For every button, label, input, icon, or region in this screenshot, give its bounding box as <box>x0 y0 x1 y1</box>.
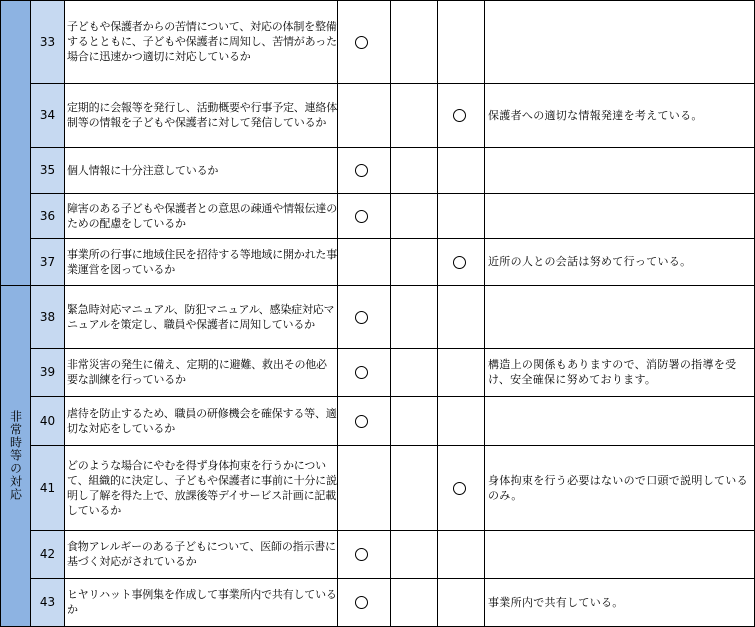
row-divider <box>30 238 755 239</box>
column-divider <box>64 0 65 627</box>
column-divider <box>437 0 438 627</box>
question-text: 個人情報に十分注意しているか <box>67 163 219 177</box>
row-number: 38 <box>39 309 56 324</box>
circle-mark-icon <box>355 548 368 561</box>
row-number: 42 <box>39 547 56 561</box>
circle-mark-icon <box>453 482 466 495</box>
row-number: 37 <box>39 254 56 269</box>
column-divider <box>0 0 1 627</box>
row-number: 34 <box>39 108 56 122</box>
question-text: 事業所の行事に地域住民を招待する等地域に開かれた事業運営を図っているか <box>67 247 337 276</box>
row-divider <box>30 445 755 446</box>
row-number: 39 <box>39 365 56 379</box>
category-band-previous <box>0 0 30 285</box>
question-text: 非常災害の発生に備え、定期的に避難、救出その他必要な訓練を行っているか <box>67 358 327 386</box>
row-divider <box>0 0 755 1</box>
question-text: 障害のある子どもや保護者との意思の疎通や情報伝達のための配慮をしているか <box>67 201 337 230</box>
question-text: 子どもや保護者からの苦情について、対応の体制を整備するとともに、子どもや保護者に周知し、苦情があった場合に迅速かつ適切に対応しているか <box>67 20 337 63</box>
row-divider <box>30 578 755 579</box>
row-number: 36 <box>39 208 56 223</box>
question-text: ヒヤリハット事例集を作成して事業所内で共有しているか <box>67 588 337 616</box>
comment-text: 構造上の関係もありますので、消防署の指導を受け、安全確保に努めております。 <box>488 358 737 386</box>
row-number: 41 <box>39 480 56 495</box>
comment-text: 事業所内で共有している。 <box>488 595 624 609</box>
row-number: 35 <box>39 163 56 177</box>
circle-mark-icon <box>355 164 368 177</box>
question-text: 定期的に会報等を発行し、活動概要や行事予定、連絡体制等の情報を子どもや保護者に対して発信しているか <box>67 101 337 129</box>
column-divider <box>390 0 391 627</box>
row-divider <box>30 348 755 349</box>
question-text: 緊急時対応マニュアル、防犯マニュアル、感染症対応マニュアルを策定し、職員や保護者に周知しているか <box>67 302 335 331</box>
comment-text: 身体拘束を行う必要はないので口頭で説明しているのみ。 <box>488 473 748 502</box>
circle-mark-icon <box>355 366 368 379</box>
question-text: どのような場合にやむを得ず身体拘束を行うかについて、組織的に決定し、子どもや保護者に事前に十分に説明し了解を得た上で、放課後等デイサービス計画に記載しているか <box>67 458 337 517</box>
circle-mark-icon <box>355 36 368 49</box>
circle-mark-icon <box>453 256 466 269</box>
comment-text: 保護者への適切な情報発達を考えている。 <box>488 108 703 122</box>
column-divider <box>337 0 338 627</box>
circle-mark-icon <box>355 596 368 609</box>
row-number: 40 <box>39 413 56 428</box>
circle-mark-icon <box>355 210 368 223</box>
category-label <box>0 285 30 626</box>
row-divider <box>30 396 755 397</box>
row-number: 43 <box>39 595 56 609</box>
category-label-text: 非常時等の対応 <box>8 410 23 501</box>
circle-mark-icon <box>355 415 368 428</box>
column-divider <box>484 0 485 627</box>
question-text: 虐待を防止するため、職員の研修機会を確保する等、適切な対応をしているか <box>67 406 337 435</box>
row-divider <box>30 83 755 84</box>
column-divider <box>30 0 31 627</box>
question-text: 食物アレルギーのある子どもについて、医師の指示書に基づく対応がされているか <box>67 540 336 568</box>
row-divider <box>30 530 755 531</box>
circle-mark-icon <box>453 109 466 122</box>
row-divider <box>0 285 755 286</box>
circle-mark-icon <box>355 311 368 324</box>
row-number: 33 <box>39 34 56 49</box>
row-divider <box>30 193 755 194</box>
comment-text: 近所の人との会話は努めて行っている。 <box>488 255 692 268</box>
row-divider <box>30 147 755 148</box>
